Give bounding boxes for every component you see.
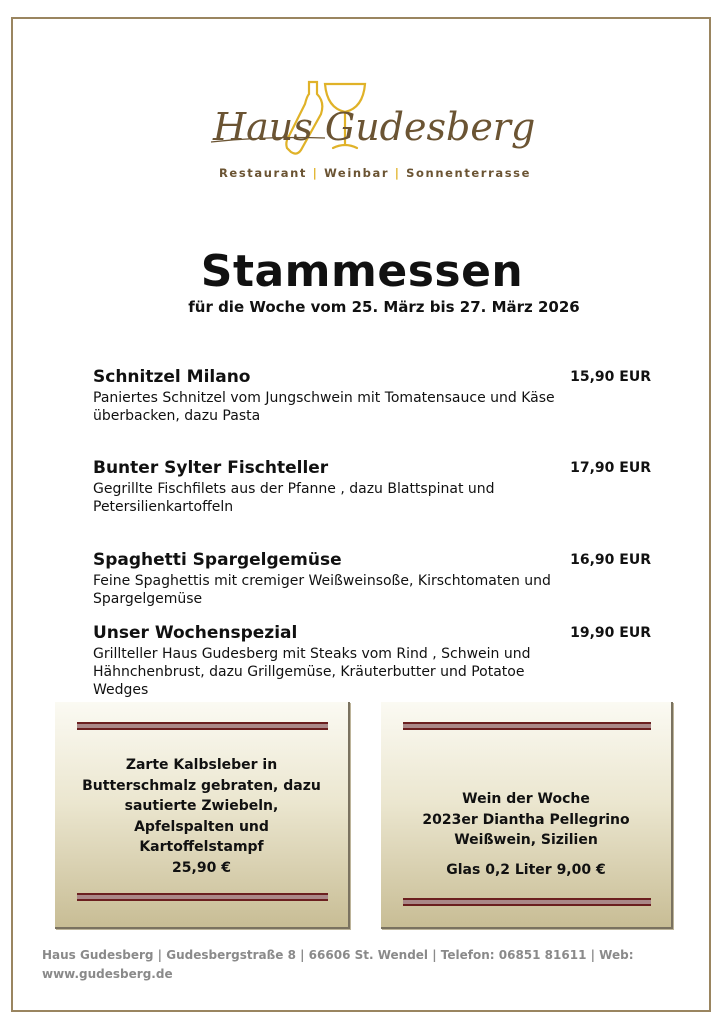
logo-wordmark: Haus Gudesberg [213,105,536,149]
dish-name: Schnitzel Milano [93,367,251,387]
dish-price: 17,90 EUR [570,460,651,476]
special-price: 25,90 € [172,859,231,876]
menu-item [93,367,653,425]
wine-price: Glas 0,2 Liter 9,00 € [446,861,606,878]
subline-separator: | [312,166,319,180]
page-subtitle: für die Woche vom 25. März bis 27. März 2026 [188,298,580,316]
box-rule-top [403,722,651,730]
dish-name: Unser Wochenspezial [93,623,298,643]
logo [205,78,545,188]
page-title: Stammessen [200,246,524,297]
box-rule-top [77,722,328,730]
dish-description: Gegrillte Fischfilets aus der Pfanne , dazu Blattspinat und Petersilienkartoffeln [93,481,495,515]
box-rule-bottom [77,893,328,901]
dish-description: Paniertes Schnitzel vom Jungschwein mit Tomatensauce und Käse überbacken, dazu Pasta [93,390,555,424]
special-text: Zarte Kalbsleber in Butterschmalz gebraten, dazu sautierte Zwiebeln, Apfelspalten und Kartoffelstampf 25,90 € [65,755,338,878]
footer-website: www.gudesberg.de [42,967,173,981]
footer-contact: Haus Gudesberg | Gudesbergstraße 8 | 66606 St. Wendel | Telefon: 06851 81611 | Web: www.gudesberg.de [42,946,682,984]
dish-description: Feine Spaghettis mit cremiger Weißweinsoße, Kirschtomaten und Spargelgemüse [93,573,551,607]
menu-item [93,458,653,516]
wine-text: Wein der Woche 2023er Diantha Pellegrino Weißwein, Sizilien Glas 0,2 Liter 9,00 € [391,789,661,880]
subline-weinbar: Weinbar [324,166,390,180]
dish-description: Grillteller Haus Gudesberg mit Steaks vom Rind , Schwein und Hähnchenbrust, dazu Grillgemüse, Kräuterbutter und Potatoe Wedges [93,646,531,698]
dish-price: 16,90 EUR [570,552,651,568]
wine-box [381,702,673,929]
dish-price: 19,90 EUR [570,625,651,641]
subline-sonnenterrasse: Sonnenterrasse [406,166,532,180]
subline-restaurant: Restaurant [218,166,308,180]
logo-mark [205,78,545,168]
menu-item [93,550,653,608]
dish-price: 15,90 EUR [570,369,651,385]
menu-item [93,623,653,699]
dish-name: Bunter Sylter Fischteller [93,458,329,478]
special-box [55,702,350,929]
subline-separator: | [394,166,401,180]
dish-name: Spaghetti Spargelgemüse [93,550,342,570]
wine-heading: Wein der Woche [462,791,590,807]
brand-subline [205,166,545,180]
box-rule-bottom [403,898,651,906]
